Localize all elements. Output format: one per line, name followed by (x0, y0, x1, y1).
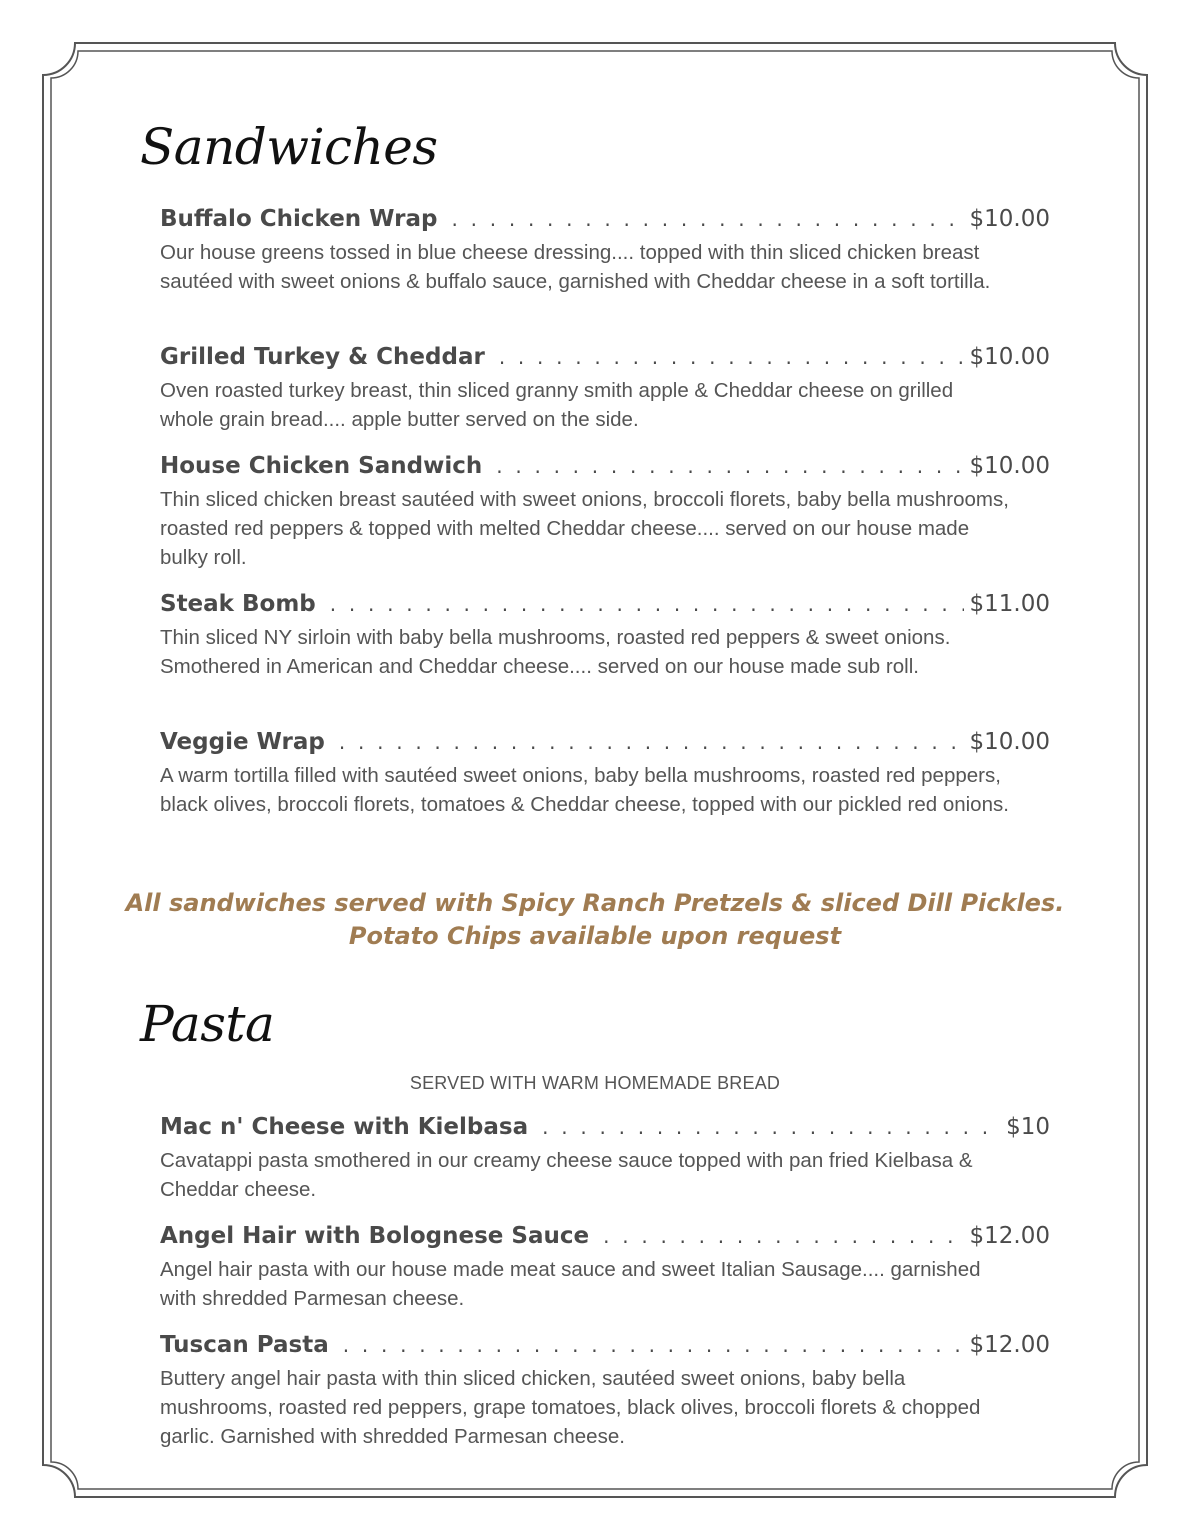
item-description: Cavatappi pasta smothered in our creamy cheese sauce topped with pan fried Kielbasa & Cheddar cheese. (160, 1149, 973, 1201)
sandwiches-note: All sandwiches served with Spicy Ranch Pretzels & sliced Dill Pickles. (125, 889, 1065, 917)
sandwiches-list (160, 206, 1050, 859)
item-price: $11.00 (969, 591, 1050, 617)
sandwiches-note-2: Potato Chips available upon request (348, 922, 842, 950)
menu-item (160, 729, 1050, 859)
pasta-subtitle: SERVED WITH WARM HOMEMADE BREAD (409, 1073, 781, 1093)
item-description: Thin sliced NY sirloin with baby bella mushrooms, roasted red peppers & sweet onions. Smothered in American and Cheddar cheese.... served on our house made sub roll. (160, 626, 951, 678)
dot-leader (499, 345, 964, 369)
item-name: House Chicken Sandwich (160, 453, 483, 479)
item-name: Steak Bomb (160, 591, 316, 617)
dot-leader (496, 454, 963, 478)
pasta-heading: Pasta (140, 995, 275, 1053)
item-price: $10.00 (969, 344, 1050, 370)
item-name: Grilled Turkey & Cheddar (160, 344, 485, 370)
item-description: A warm tortilla filled with sautéed sweet onions, baby bella mushrooms, roasted red peppers, black olives, broccoli florets, tomatoes & Cheddar cheese, topped with our pickled red onions. (160, 764, 1009, 816)
item-description: Our house greens tossed in blue cheese dressing.... topped with thin sliced chicken breast sautéed with sweet onions & buffalo sauce, garnished with Cheddar cheese in a soft tortilla. (160, 241, 991, 293)
menu-item (160, 344, 1050, 453)
menu-item (160, 1332, 1050, 1452)
dot-leader (330, 592, 964, 616)
menu-item (160, 1114, 1050, 1223)
dot-leader (339, 730, 964, 754)
dot-leader (603, 1224, 963, 1248)
dot-leader (343, 1333, 964, 1357)
item-price: $12.00 (969, 1332, 1050, 1358)
item-name: Angel Hair with Bolognese Sauce (160, 1223, 590, 1249)
menu-item (160, 1223, 1050, 1332)
menu-item (160, 591, 1050, 729)
dot-leader (542, 1115, 1000, 1139)
sandwiches-heading: Sandwiches (140, 118, 438, 176)
menu-item (160, 453, 1050, 591)
item-description: Angel hair pasta with our house made meat sauce and sweet Italian Sausage.... garnished with shredded Parmesan cheese. (160, 1258, 981, 1310)
item-price: $12.00 (969, 1223, 1050, 1249)
item-price: $10.00 (969, 206, 1050, 232)
item-description: Thin sliced chicken breast sautéed with sweet onions, broccoli florets, baby bella mushrooms, roasted red peppers & topped with melted Cheddar cheese.... served on our house made bulky roll. (160, 488, 1009, 569)
item-name: Veggie Wrap (160, 729, 325, 755)
menu-item (160, 206, 1050, 344)
item-price: $10.00 (969, 729, 1050, 755)
item-price: $10.00 (969, 453, 1050, 479)
item-description: Buttery angel hair pasta with thin sliced chicken, sautéed sweet onions, baby bella mushrooms, roasted red peppers, grape tomatoes, black olives, broccoli florets & chopped garlic. Garnished with shredded Parmesan cheese. (160, 1367, 981, 1448)
item-description: Oven roasted turkey breast, thin sliced granny smith apple & Cheddar cheese on grilled whole grain bread.... apple butter served on the side. (160, 379, 954, 431)
dot-leader (451, 207, 963, 231)
item-name: Tuscan Pasta (160, 1332, 329, 1358)
item-name: Mac n' Cheese with Kielbasa (160, 1114, 529, 1140)
pasta-list (160, 1114, 1050, 1452)
item-price: $10 (1006, 1114, 1050, 1140)
item-name: Buffalo Chicken Wrap (160, 206, 438, 232)
